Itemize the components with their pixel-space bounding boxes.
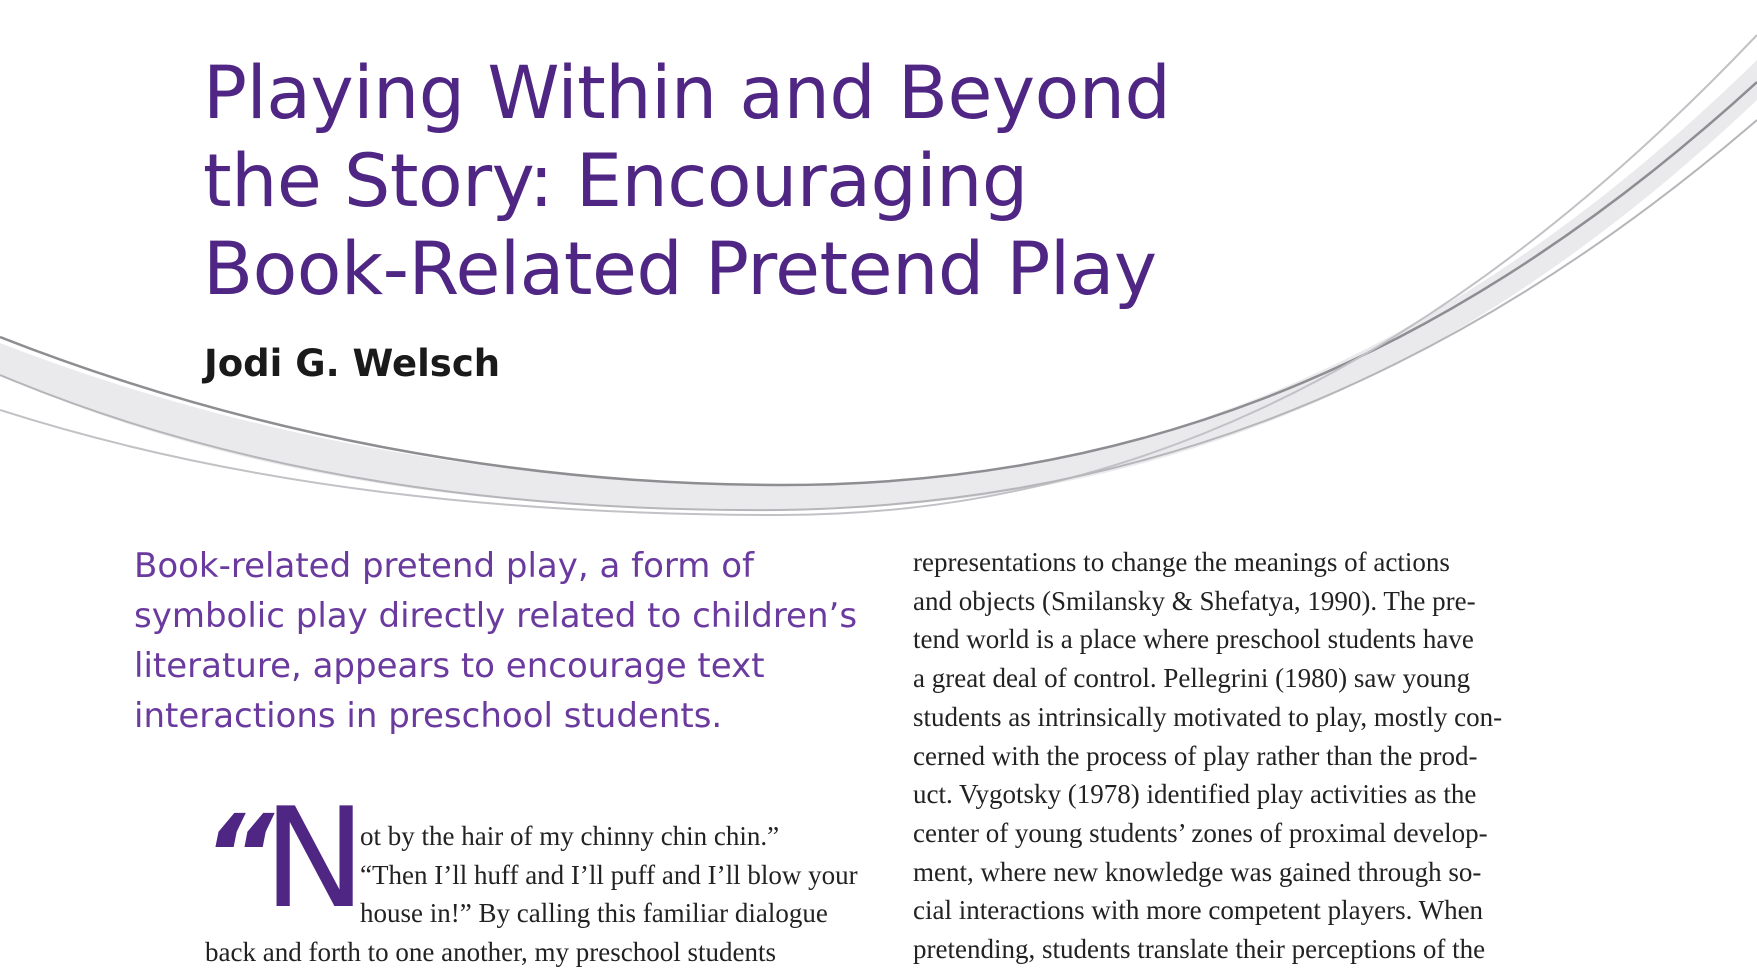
abstract-line: literature, appears to encourage text (134, 646, 765, 686)
body-line: uct. Vygotsky (1978) identified play activities as the (913, 779, 1477, 810)
body-line: a great deal of control. Pellegrini (1980) saw young (913, 663, 1471, 694)
left-column-text-continued (205, 933, 865, 972)
abstract-line: Book-related pretend play, a form of (134, 546, 754, 586)
author-name: Jodi G. Welsch (204, 342, 501, 385)
body-line: “Then I’ll huff and I’ll puff and I’ll blow your (360, 859, 858, 890)
abstract (134, 541, 874, 741)
drop-cap-quote: “ (203, 791, 274, 919)
left-column-text (360, 817, 860, 933)
body-line: ment, where new knowledge was gained through so- (913, 856, 1482, 887)
body-line: back and forth to one another, my preschool students (205, 937, 777, 967)
body-line: ot by the hair of my chinny chin chin.” (360, 821, 780, 851)
title-line: Playing Within and Beyond (203, 51, 1171, 136)
title-line: Book-Related Pretend Play (203, 227, 1157, 312)
body-line: center of young students’ zones of proximal develop- (913, 817, 1488, 848)
body-line: house in!” By calling this familiar dialogue (360, 898, 828, 929)
abstract-line: interactions in preschool students. (134, 696, 723, 736)
body-line: students as intrinsically motivated to play, mostly con- (913, 701, 1503, 732)
title-line: the Story: Encouraging (203, 139, 1028, 224)
body-line: pretending, students translate their perceptions of the (913, 934, 1486, 965)
body-line: representations to change the meanings of actions (913, 547, 1450, 577)
article-title (203, 50, 1170, 314)
body-line: cerned with the process of play rather than the prod- (913, 740, 1478, 771)
body-line: and objects (Smilansky & Shefatya, 1990). The pre- (913, 585, 1476, 616)
body-line: tend world is a place where preschool students have (913, 624, 1474, 655)
abstract-line: symbolic play directly related to children’s (134, 596, 858, 636)
body-line: cial interactions with more competent players. When (913, 895, 1484, 926)
right-column-text (913, 543, 1569, 969)
drop-cap-letter: N (263, 778, 367, 939)
